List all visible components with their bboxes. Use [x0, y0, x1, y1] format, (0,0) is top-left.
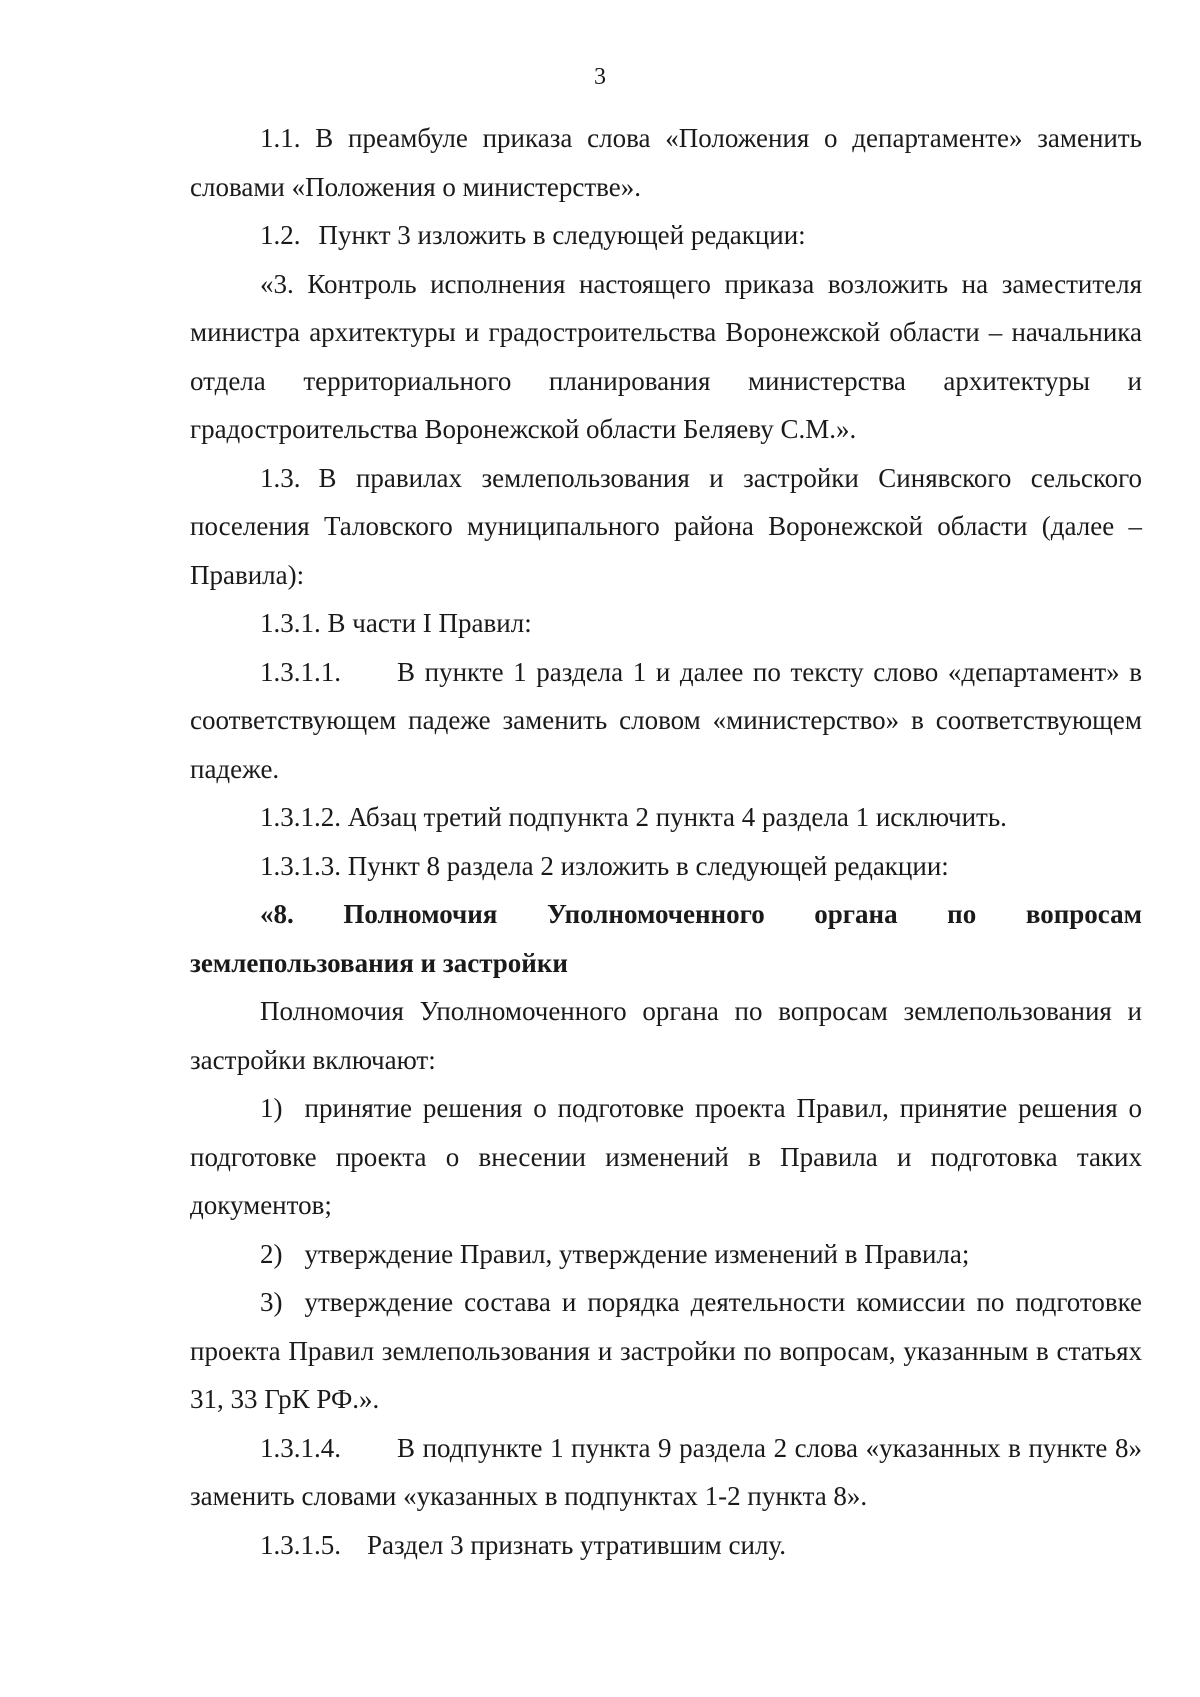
paragraph-number: 1.3.1.5. [260, 1529, 341, 1560]
paragraph-text: В пункте 1 раздела 1 и далее по тексту слово «департамент» в соответствующем падеже заменить словом «министерство» в соответствующем падеже. [190, 656, 1142, 784]
paragraph-number: 1.3.1.1. [260, 656, 341, 687]
paragraph-number: 1.3.1.4. [260, 1432, 341, 1463]
paragraph-1-3-1: 1.3.1. В части I Правил: [260, 608, 532, 638]
document-body [190, 114, 1142, 1569]
paragraph-1-3-1-1 [190, 648, 1142, 794]
list-item-3 [190, 1278, 1142, 1424]
paragraph-1-3-1-5 [190, 1521, 1142, 1570]
list-item-text: утверждение состава и порядка деятельности комиссии по подготовке проекта Правил землепользования и застройки по вопросам, указанным в статьях 31, 33 ГрК РФ.». [190, 1287, 1142, 1414]
paragraph-1-3-1-4 [190, 1424, 1142, 1521]
list-item-text: утверждение Правил, утверждение изменений в Правила; [304, 1238, 970, 1269]
paragraph-text: В правилах землепользования и застройки Синявского сельского поселения Таловского муниципального района Воронежской области (далее – Правила): [190, 462, 1142, 590]
paragraph-text: В подпункте 1 пункта 9 раздела 2 слова «указанных в пункте 8» заменить словами «указанных в подпунктах 1-2 пункта 8». [190, 1432, 1142, 1511]
list-item-text: принятие решения о подготовке проекта Правил, принятие решения о подготовке проекта о внесении изменений в Правила и подготовка таких документов; [190, 1093, 1142, 1220]
list-item-number: 3) [260, 1287, 283, 1317]
list-item-1 [190, 1084, 1142, 1230]
paragraph-number: 1.3. [260, 462, 301, 493]
paragraph-text: Раздел 3 признать утратившим силу. [367, 1529, 786, 1560]
page-number: 3 [594, 64, 606, 90]
list-item-number: 1) [260, 1093, 283, 1123]
paragraph-1-3-1-3: 1.3.1.3. Пункт 8 раздела 2 изложить в следующей редакции: [260, 850, 949, 881]
paragraph-quote-3: «3. Контроль исполнения настоящего приказа возложить на заместителя министра архитектуры и градостроительства Воронежской области – начальника отдела территориального планирования министерства архитектуры и градостроительства Воронежской области Беляеву С.М.». [190, 268, 1142, 444]
paragraph-number: 1.2. [260, 220, 301, 250]
paragraph-1-3-1-2: 1.3.1.2. Абзац третий подпункта 2 пункта 4 раздела 1 исключить. [260, 802, 1007, 832]
section-8-heading: «8. Полномочия Уполномоченного органа по вопросам землепользования и застройки [190, 899, 1142, 978]
paragraph-text: Пункт 3 изложить в следующей редакции: [318, 220, 806, 250]
paragraph-1-3 [190, 454, 1142, 600]
paragraph-powers-intro: Полномочия Уполномоченного органа по вопросам землепользования и застройки включают: [190, 996, 1142, 1075]
paragraph-1-2 [190, 211, 1142, 260]
list-item-number: 2) [260, 1238, 283, 1269]
list-item-2 [190, 1230, 1142, 1279]
paragraph-1-1: 1.1. В преамбуле приказа слова «Положения о департаменте» заменить словами «Положения о министерстве». [190, 123, 1142, 202]
